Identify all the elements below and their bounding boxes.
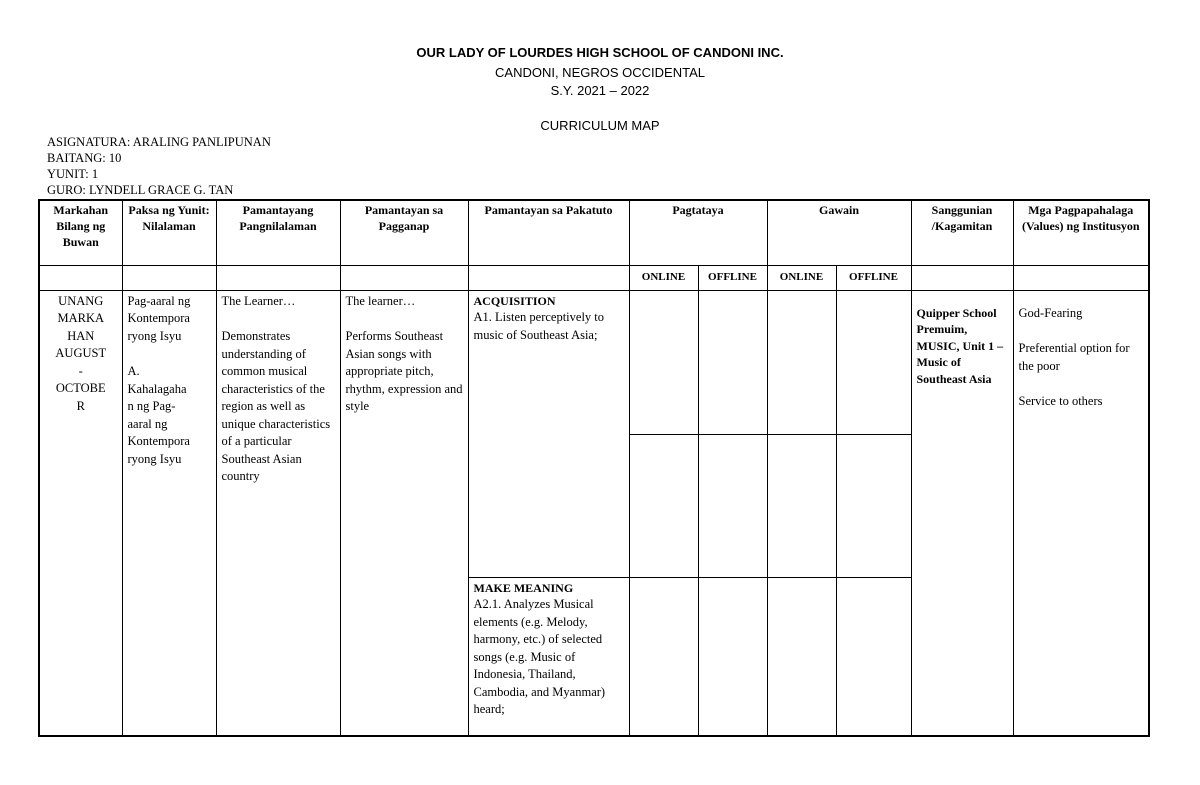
performance-standard-cell (340, 290, 468, 736)
topic-line: Pag-aaral ng (127, 293, 191, 308)
subheader-empty-cell (122, 265, 216, 290)
header-performance-standard: Pamantayan sa Pagganap (340, 200, 468, 265)
header-learning-standard: Pamantayan sa Pakatuto (468, 200, 629, 265)
spacer (222, 310, 335, 328)
subheader-empty-cell (468, 265, 629, 290)
topic-line: ryong Isyu (127, 328, 182, 343)
content-standard-intro: The Learner… (221, 293, 296, 308)
assessment-offline-cell (698, 434, 767, 577)
acquisition-title: ACQUISITION (473, 293, 556, 308)
value-item: Preferential option for the poor (1018, 341, 1130, 373)
make-meaning-title: MAKE MEANING (473, 580, 574, 595)
performance-standard-body: Performs Southeast Asian songs with appropriate pitch, rhythm, expression and style (345, 329, 463, 413)
topic-line: ryong Isyu (127, 451, 182, 466)
header-quarter: Markahan Bilang ng Buwan (39, 200, 122, 265)
header-assessment: Pagtataya (629, 200, 767, 265)
spacer (346, 310, 463, 328)
school-year: S.Y. 2021 – 2022 (550, 83, 650, 98)
assessment-online-cell (629, 577, 698, 736)
assessment-offline-cell (698, 290, 767, 434)
header-activity: Gawain (767, 200, 911, 265)
header-topic: Paksa ng Yunit: Nilalaman (122, 200, 216, 265)
topic-line: Kontempora (127, 434, 190, 448)
spacer (1019, 375, 1144, 393)
activity-offline-cell (836, 434, 911, 577)
topic-cell (122, 290, 216, 736)
value-item: Service to others (1018, 394, 1103, 408)
subheader-assessment-offline: OFFLINE (698, 265, 767, 290)
quarter-line: MARKA (57, 311, 105, 325)
assessment-online-cell (629, 434, 698, 577)
quarter-line: AUGUST (55, 346, 107, 360)
values-cell (1013, 290, 1149, 736)
header-row (39, 200, 1149, 265)
unit-label: YUNIT: 1 (47, 167, 99, 181)
topic-line: Kahalagaha (127, 381, 187, 396)
subheader-row (39, 265, 1149, 290)
quarter-line: R (76, 398, 85, 413)
school-name: OUR LADY OF LOURDES HIGH SCHOOL OF CANDONI INC. (416, 45, 784, 60)
curriculum-map-table (38, 199, 1150, 737)
assessment-online-cell (629, 290, 698, 434)
activity-online-cell (767, 434, 836, 577)
quarter-cell (39, 290, 122, 736)
school-location: CANDONI, NEGROS OCCIDENTAL (495, 65, 705, 80)
subheader-assessment-online: ONLINE (629, 265, 698, 290)
content-standard-cell (216, 290, 340, 736)
quarter-line: - (78, 363, 83, 378)
teacher-label: GURO: LYNDELL GRACE G. TAN (47, 183, 234, 197)
quarter-line: UNANG (58, 293, 104, 308)
subheader-empty-cell (340, 265, 468, 290)
topic-line: aaral ng (127, 416, 168, 431)
activity-online-cell (767, 290, 836, 434)
quarter-line: HAN (67, 328, 95, 343)
make-meaning-body: A2.1. Analyzes Musical elements (e.g. Melody, harmony, etc.) of selected songs (e.g. Music of Indonesia, Thailand, Cambodia, and Myanmar) heard; (473, 597, 606, 716)
activity-online-cell (767, 577, 836, 736)
performance-standard-intro: The learner… (345, 293, 416, 308)
assessment-offline-cell (698, 577, 767, 736)
make-meaning-cell (468, 577, 629, 736)
header-values: Mga Pagpapahalaga (Values) ng Institusyon (1013, 200, 1149, 265)
activity-offline-cell (836, 577, 911, 736)
value-item: God-Fearing (1018, 305, 1083, 320)
table-row-acquisition (39, 290, 1149, 434)
subheader-activity-offline: OFFLINE (836, 265, 911, 290)
acquisition-cell (468, 290, 629, 577)
acquisition-body: A1. Listen perceptively to music of Southeast Asia; (473, 310, 605, 342)
subheader-empty-cell (216, 265, 340, 290)
subheader-empty-cell (39, 265, 122, 290)
topic-line: A. (127, 364, 140, 378)
quarter-line: OCTOBE (55, 381, 106, 395)
topic-spacer (128, 345, 211, 363)
document-title: CURRICULUM MAP (540, 118, 660, 133)
subheader-activity-online: ONLINE (767, 265, 836, 290)
activity-offline-cell (836, 290, 911, 434)
subject-label: ASIGNATURA: ARALING PANLIPUNAN (47, 135, 271, 149)
subheader-empty-cell (1013, 265, 1149, 290)
content-standard-body: Demonstrates understanding of common musical characteristics of the region as well as unique characteristics of a particular Southeast Asian country (221, 329, 331, 483)
header-resources: Sanggunian /Kagamitan (911, 200, 1013, 265)
grade-label: BAITANG: 10 (47, 151, 122, 165)
topic-line: n ng Pag- (127, 399, 176, 413)
header-content-standard: Pamantayang Pangnilalaman (216, 200, 340, 265)
topic-line: Kontempora (127, 311, 190, 325)
spacer (1019, 322, 1144, 340)
subheader-empty-cell (911, 265, 1013, 290)
resources-cell: Quipper School Premuim, MUSIC, Unit 1 – Music of Southeast Asia (911, 290, 1013, 736)
